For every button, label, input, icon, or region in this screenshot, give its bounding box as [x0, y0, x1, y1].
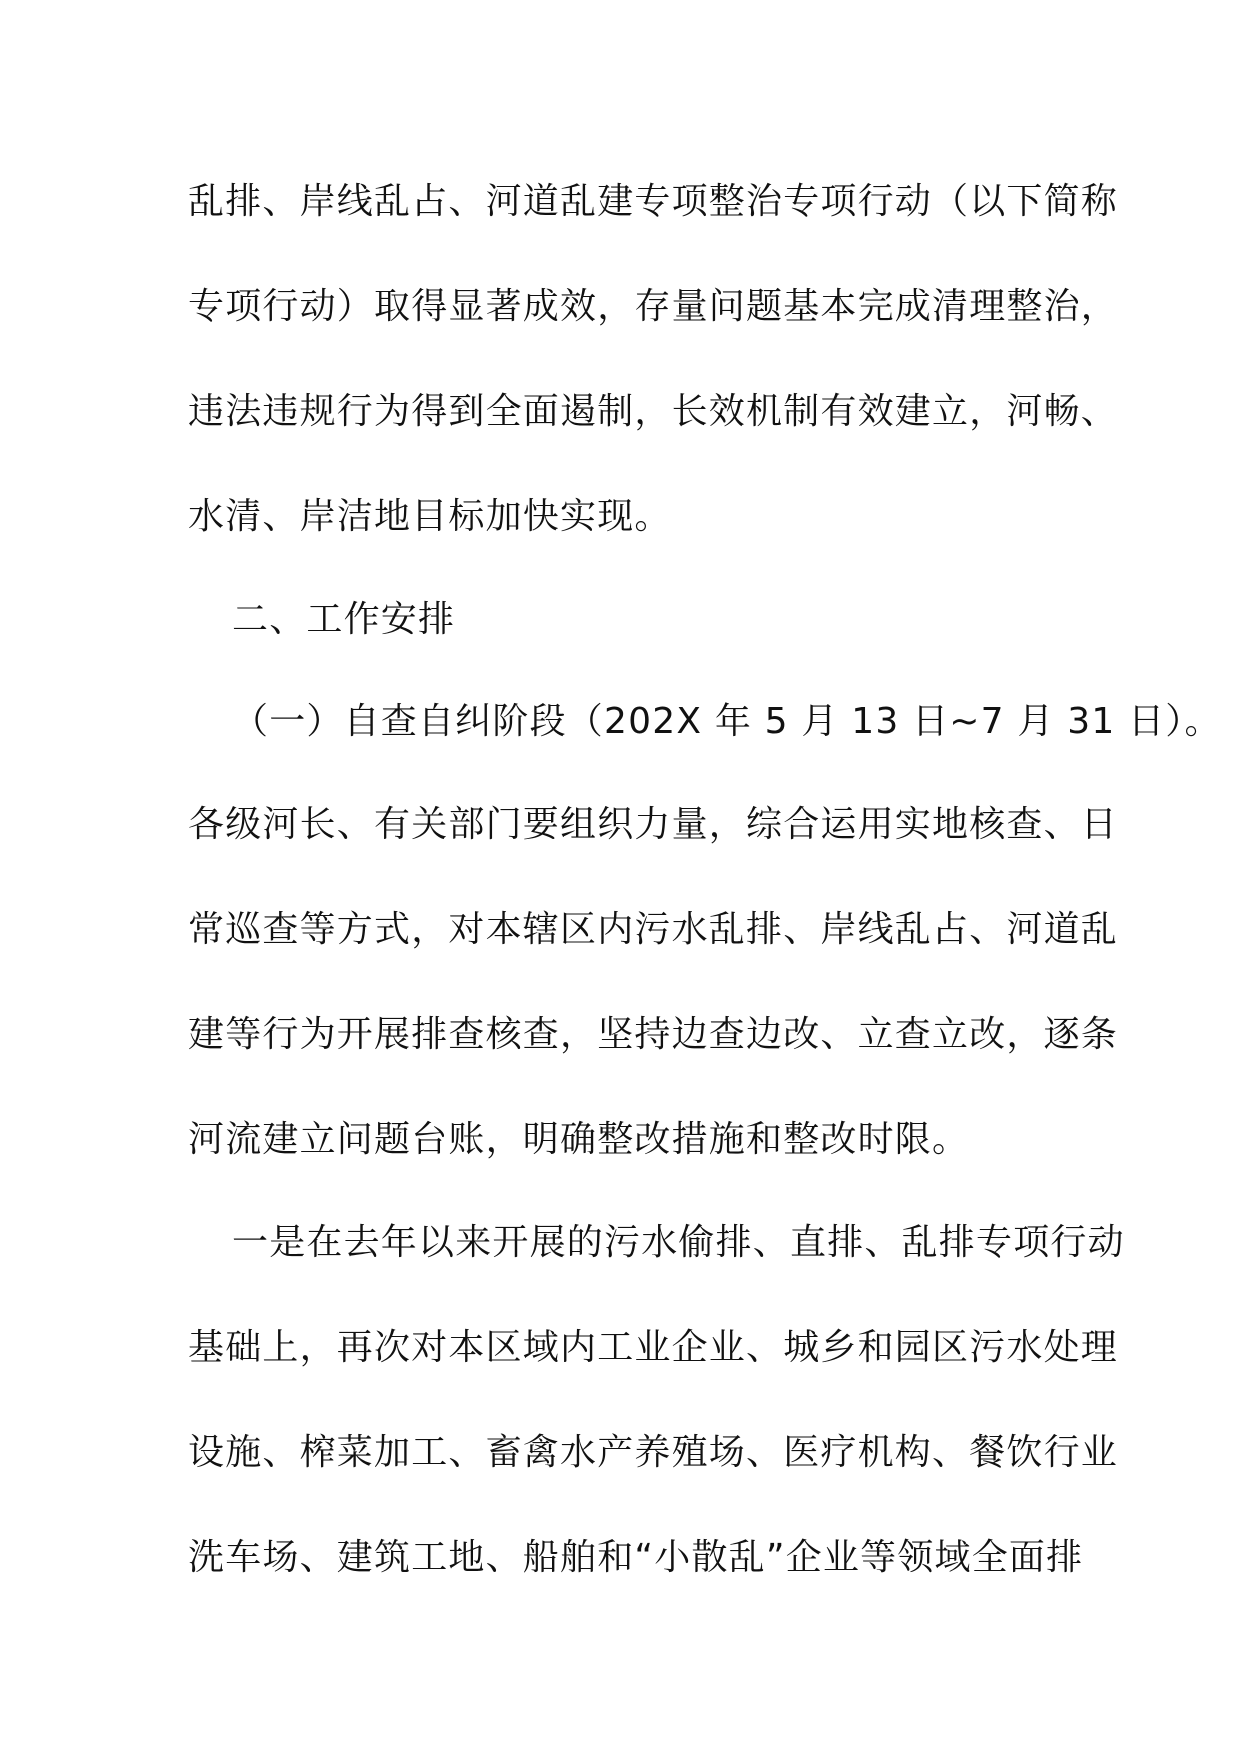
subsection-heading: （一）自查自纠阶段（202X 年 5 月 13 日~7 月 31 日）。 — [232, 701, 1222, 742]
text-line: 各级河长、有关部门要组织力量，综合运用实地核查、日 — [188, 804, 1119, 845]
text-line: 专项行动）取得显著成效，存量问题基本完成清理整治， — [188, 286, 1119, 327]
section-heading: 二、工作安排 — [232, 599, 456, 640]
text-line: 水清、岸洁地目标加快实现。 — [188, 496, 672, 537]
text-line: 基础上，再次对本区域内工业企业、城乡和园区污水处理 — [188, 1327, 1119, 1368]
text-line: 河流建立问题台账，明确整改措施和整改时限。 — [188, 1119, 970, 1160]
text-line: 洗车场、建筑工地、船舶和“小散乱”企业等领域全面排 — [188, 1537, 1084, 1578]
text-line: 违法违规行为得到全面遏制，长效机制有效建立，河畅、 — [188, 391, 1119, 432]
text-line: 建等行为开展排查核查，坚持边查边改、立查立改，逐条 — [188, 1014, 1119, 1055]
text-line: 常巡查等方式，对本辖区内污水乱排、岸线乱占、河道乱 — [188, 909, 1119, 950]
text-line: 乱排、岸线乱占、河道乱建专项整治专项行动（以下简称 — [188, 181, 1119, 222]
text-line: 设施、榨菜加工、畜禽水产养殖场、医疗机构、餐饮行业 — [188, 1432, 1119, 1473]
paragraph-start-line: 一是在去年以来开展的污水偷排、直排、乱排专项行动 — [232, 1222, 1125, 1263]
